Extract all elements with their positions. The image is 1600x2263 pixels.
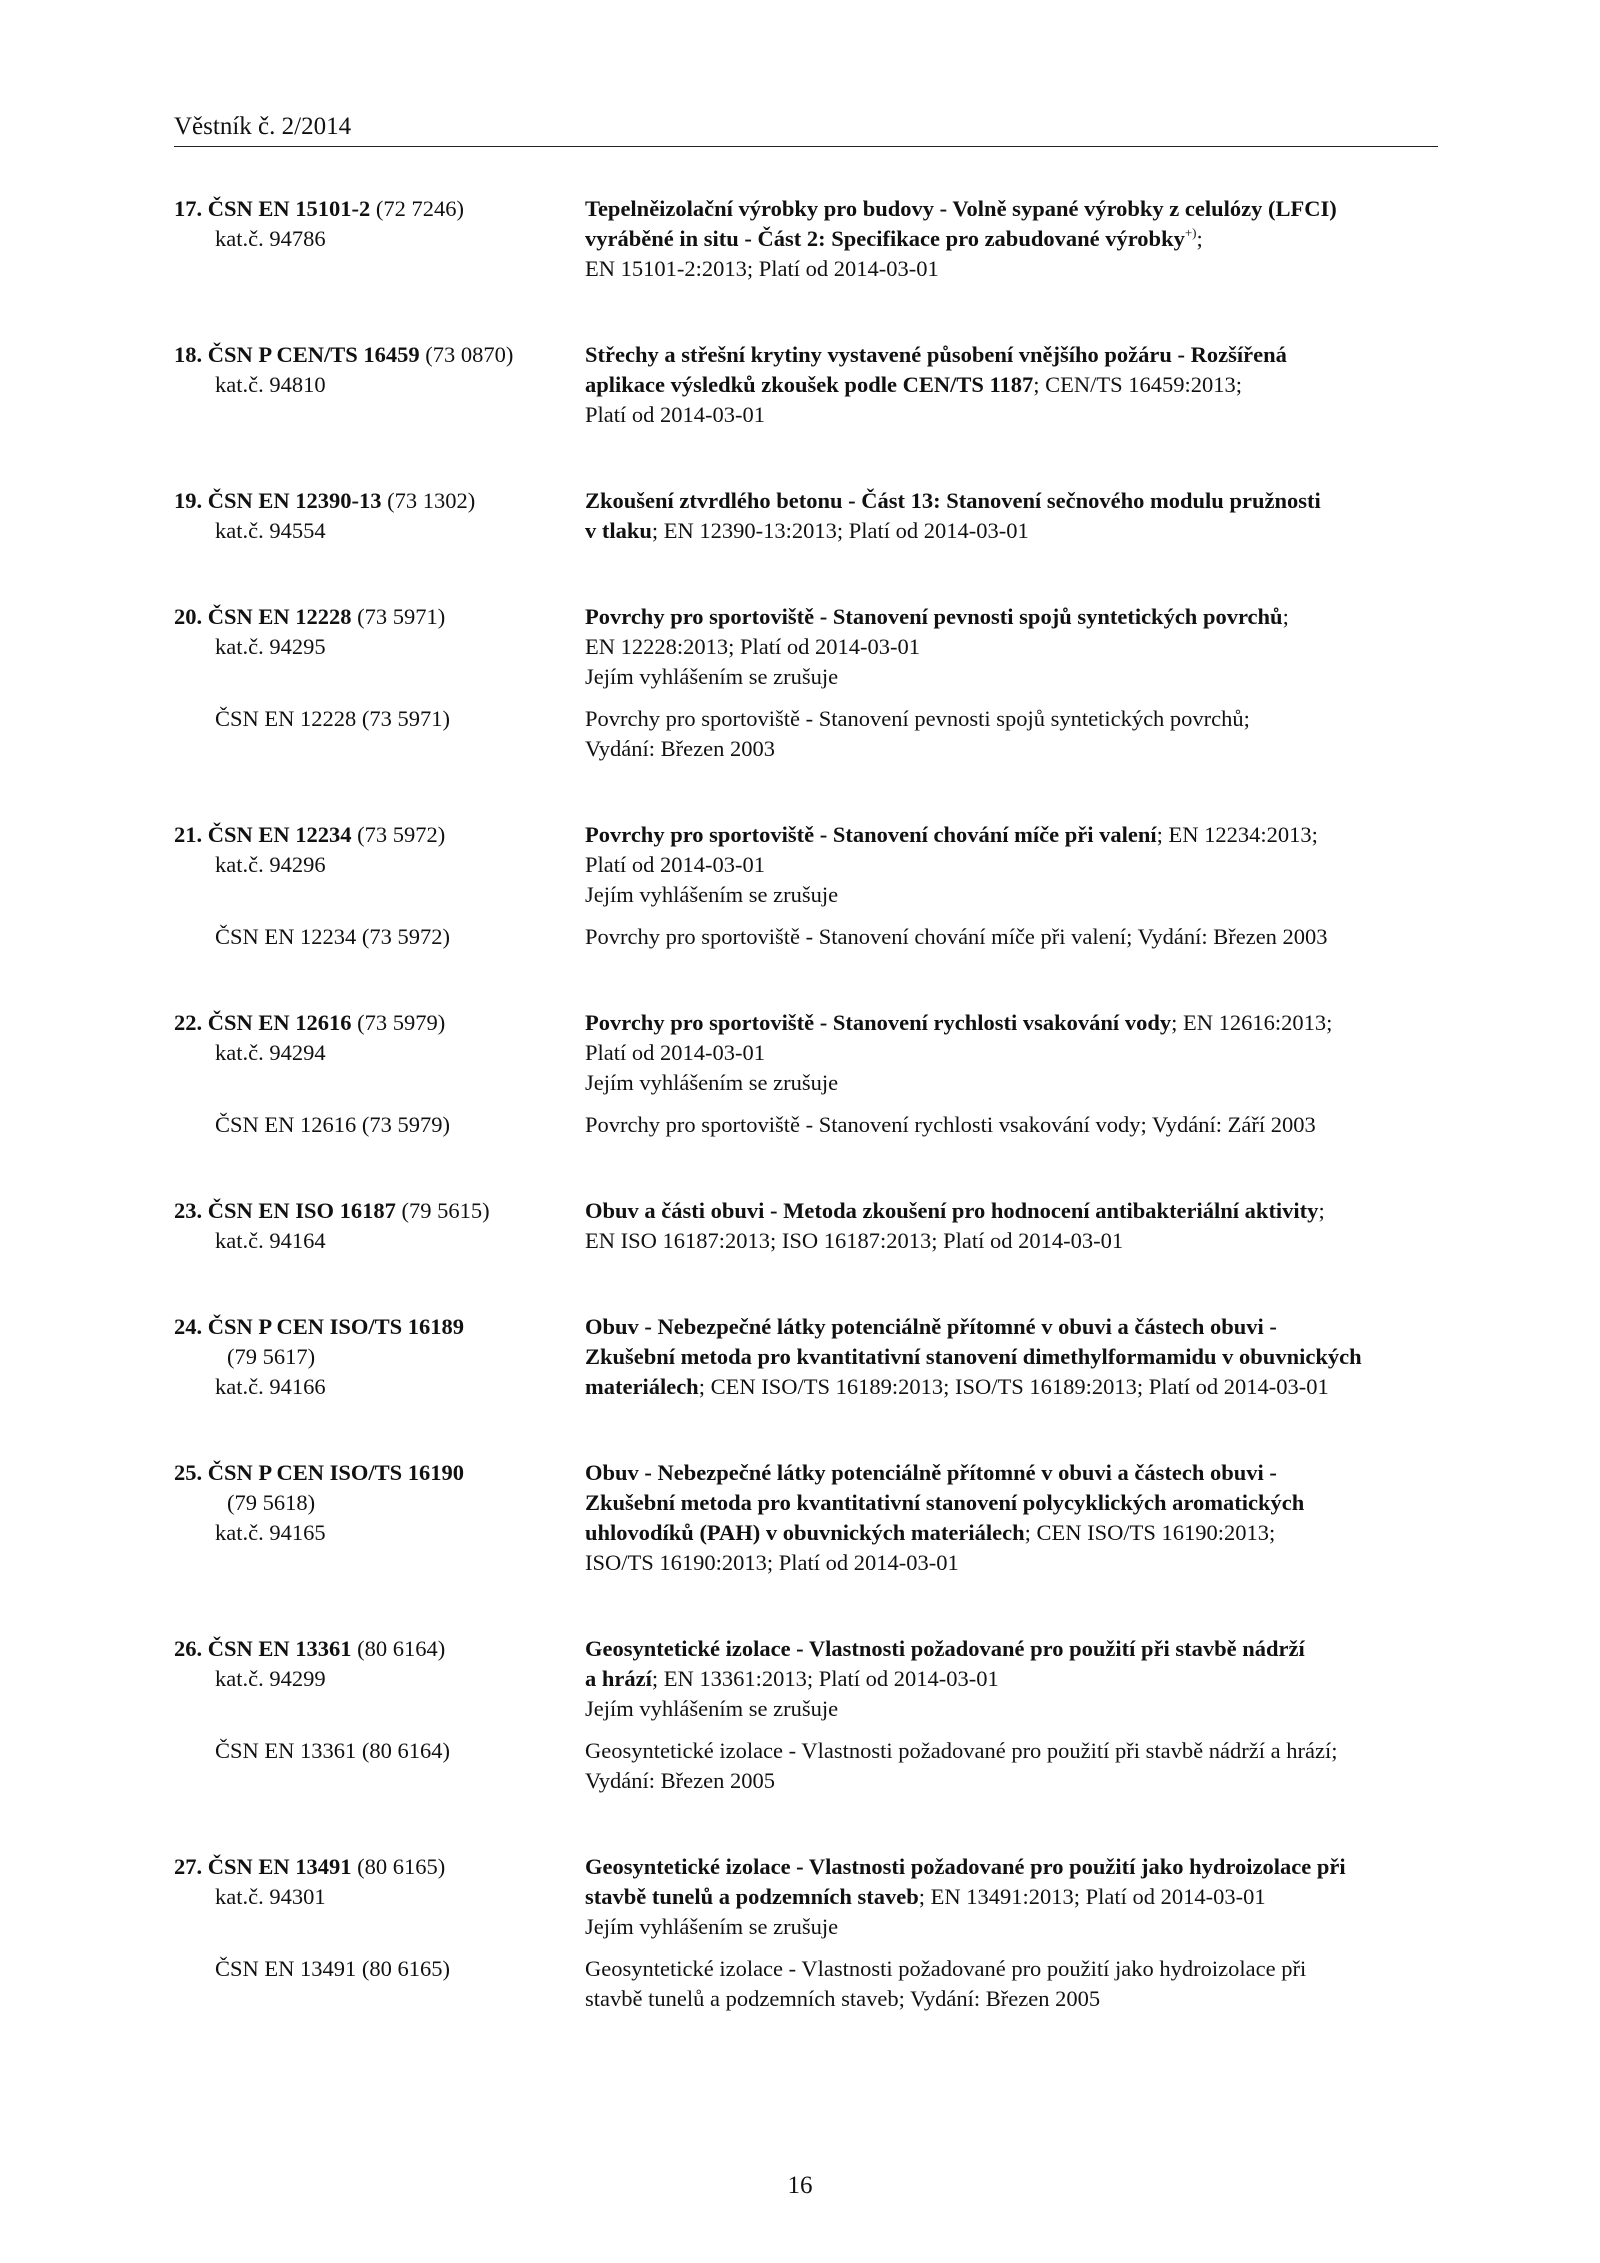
title-suffix: ; CEN ISO/TS 16190:2013; — [1024, 1520, 1276, 1545]
class-code: (73 5971) — [357, 604, 446, 629]
standard-title: uhlovodíků (PAH) v obuvnických materiálech — [585, 1520, 1025, 1545]
replaced-standard-code: ČSN EN 12234 (73 5972) — [215, 924, 450, 949]
title-suffix: ; EN 12390-13:2013; Platí od 2014-03-01 — [651, 518, 1029, 543]
standard-title: Povrchy pro sportoviště - Stanovení pevnosti spojů syntetických povrchů — [585, 604, 1283, 629]
standard-entry — [174, 340, 1444, 430]
cancellation-note: Jejím vyhlášením se zrušuje — [585, 882, 839, 907]
entry-number: 27. — [174, 1854, 203, 1879]
standards-list — [174, 194, 1444, 2070]
standard-code: ČSN EN 15101-2 — [207, 196, 371, 221]
replaced-standard-code: ČSN EN 13491 (80 6165) — [215, 1956, 450, 1981]
catalog-number: kat.č. 94164 — [215, 1228, 326, 1253]
entry-number: 22. — [174, 1010, 203, 1035]
entry-number: 21. — [174, 822, 203, 847]
cancellation-note: Jejím vyhlášením se zrušuje — [585, 664, 839, 689]
class-code: (79 5615) — [401, 1198, 490, 1223]
title-suffix: ; EN 13491:2013; Platí od 2014-03-01 — [918, 1884, 1266, 1909]
title-suffix: ; — [1282, 604, 1289, 629]
standard-title: Povrchy pro sportoviště - Stanovení chování míče při valení — [585, 822, 1157, 847]
entry-number: 17. — [174, 196, 203, 221]
header-rule — [174, 146, 1438, 147]
standard-title: Obuv - Nebezpečné látky potenciálně přítomné v obuvi a částech obuvi - — [585, 1314, 1277, 1339]
standard-title: Geosyntetické izolace - Vlastnosti požadované pro použití jako hydroizolace při — [585, 1854, 1346, 1879]
title-suffix: ; EN 12616:2013; — [1171, 1010, 1333, 1035]
reference-text: ISO/TS 16190:2013; Platí od 2014-03-01 — [585, 1550, 959, 1575]
class-code: (72 7246) — [375, 196, 465, 221]
standard-title: Obuv - Nebezpečné látky potenciálně přítomné v obuvi a částech obuvi - — [585, 1460, 1277, 1485]
replaced-standard-edition: Vydání: Březen 2005 — [585, 1768, 775, 1793]
standard-code: ČSN EN 12228 — [207, 604, 352, 629]
reference-text: EN ISO 16187:2013; ISO 16187:2013; Platí od 2014-03-01 — [585, 1228, 1124, 1253]
standard-entry — [174, 1634, 1444, 1796]
standard-code: ČSN P CEN/TS 16459 — [207, 342, 420, 367]
class-code: (80 6164) — [357, 1636, 446, 1661]
note-mark: +) — [1184, 225, 1197, 240]
catalog-number: kat.č. 94294 — [215, 1040, 326, 1065]
class-code: (79 5618) — [227, 1490, 316, 1515]
replaced-standard-code: ČSN EN 12228 (73 5971) — [215, 706, 450, 731]
standard-title: materiálech — [585, 1374, 699, 1399]
standard-code: ČSN EN 13361 — [207, 1636, 352, 1661]
standard-title: a hrází — [585, 1666, 652, 1691]
replaced-standard-code: ČSN EN 12616 (73 5979) — [215, 1112, 450, 1137]
page-header: Věstník č. 2/2014 — [174, 113, 352, 140]
reference-text: Platí od 2014-03-01 — [585, 852, 765, 877]
catalog-number: kat.č. 94810 — [215, 372, 326, 397]
replaced-standard-title: Povrchy pro sportoviště - Stanovení pevnosti spojů syntetických povrchů; — [585, 706, 1250, 731]
entry-number: 23. — [174, 1198, 203, 1223]
replaced-standard-title: Geosyntetické izolace - Vlastnosti požadované pro použití jako hydroizolace při — [585, 1956, 1307, 1981]
standard-entry — [174, 1008, 1444, 1140]
standard-code: ČSN P CEN ISO/TS 16190 — [207, 1460, 465, 1485]
title-suffix: ; — [1318, 1198, 1325, 1223]
entry-number: 26. — [174, 1636, 203, 1661]
standard-entry — [174, 820, 1444, 952]
replaced-standard-title: Geosyntetické izolace - Vlastnosti požadované pro použití při stavbě nádrží a hrází; — [585, 1738, 1338, 1763]
class-code: (73 5979) — [357, 1010, 446, 1035]
replaced-standard-title: Povrchy pro sportoviště - Stanovení rychlosti vsakování vody; Vydání: Září 2003 — [585, 1112, 1316, 1137]
title-suffix: ; EN 12234:2013; — [1156, 822, 1318, 847]
standard-code: ČSN P CEN ISO/TS 16189 — [207, 1314, 465, 1339]
page-number: 16 — [787, 2172, 813, 2199]
standard-title: Zkoušení ztvrdlého betonu - Část 13: Stanovení sečnového modulu pružnosti — [585, 488, 1321, 513]
cancellation-note: Jejím vyhlášením se zrušuje — [585, 1070, 839, 1095]
reference-text: EN 15101-2:2013; Platí od 2014-03-01 — [585, 256, 939, 281]
catalog-number: kat.č. 94166 — [215, 1374, 326, 1399]
class-code: (73 5972) — [357, 822, 446, 847]
replaced-standard-title: Povrchy pro sportoviště - Stanovení chování míče při valení; Vydání: Březen 2003 — [585, 924, 1328, 949]
standard-code: ČSN EN 12616 — [207, 1010, 352, 1035]
entry-number: 18. — [174, 342, 203, 367]
standard-entry — [174, 486, 1444, 546]
entry-number: 20. — [174, 604, 203, 629]
replaced-standard-edition: stavbě tunelů a podzemních staveb; Vydání: Březen 2005 — [585, 1986, 1101, 2011]
standard-entry — [174, 194, 1444, 284]
standard-code: ČSN EN 13491 — [207, 1854, 352, 1879]
entry-number: 24. — [174, 1314, 203, 1339]
standard-entry — [174, 1458, 1444, 1578]
replaced-standard-code: ČSN EN 13361 (80 6164) — [215, 1738, 450, 1763]
entry-number: 19. — [174, 488, 203, 513]
standard-entry — [174, 1196, 1444, 1256]
standard-title: Obuv a části obuvi - Metoda zkoušení pro hodnocení antibakteriální aktivity — [585, 1198, 1319, 1223]
reference-text: Platí od 2014-03-01 — [585, 402, 765, 427]
standard-title: Geosyntetické izolace - Vlastnosti požadované pro použití při stavbě nádrží — [585, 1636, 1305, 1661]
standard-entry — [174, 1852, 1444, 2014]
class-code: (80 6165) — [357, 1854, 446, 1879]
catalog-number: kat.č. 94554 — [215, 518, 326, 543]
title-suffix: ; CEN/TS 16459:2013; — [1033, 372, 1242, 397]
standard-title: vyráběné in situ - Část 2: Specifikace pro zabudované výrobky — [585, 226, 1185, 251]
standard-entry — [174, 602, 1444, 764]
standard-title: aplikace výsledků zkoušek podle CEN/TS 1187 — [585, 372, 1034, 397]
standard-title: stavbě tunelů a podzemních staveb — [585, 1884, 919, 1909]
replaced-standard-edition: Vydání: Březen 2003 — [585, 736, 775, 761]
standard-title: v tlaku — [585, 518, 652, 543]
standard-title: Povrchy pro sportoviště - Stanovení rychlosti vsakování vody — [585, 1010, 1172, 1035]
standard-entry — [174, 1312, 1444, 1402]
reference-text: EN 12228:2013; Platí od 2014-03-01 — [585, 634, 920, 659]
standard-code: ČSN EN 12234 — [207, 822, 352, 847]
catalog-number: kat.č. 94786 — [215, 226, 326, 251]
title-suffix: ; EN 13361:2013; Platí od 2014-03-01 — [651, 1666, 999, 1691]
standard-code: ČSN EN 12390-13 — [207, 488, 382, 513]
title-suffix: ; CEN ISO/TS 16189:2013; ISO/TS 16189:2013; Platí od 2014-03-01 — [698, 1374, 1329, 1399]
title-suffix: ; — [1196, 226, 1203, 251]
standard-title: Střechy a střešní krytiny vystavené působení vnějšího požáru - Rozšířená — [585, 342, 1287, 367]
standard-title: Zkušební metoda pro kvantitativní stanovení polycyklických aromatických — [585, 1490, 1305, 1515]
class-code: (73 1302) — [387, 488, 476, 513]
standard-title: Tepelněizolační výrobky pro budovy - Volně sypané výrobky z celulózy (LFCI) — [585, 196, 1337, 221]
entry-number: 25. — [174, 1460, 203, 1485]
cancellation-note: Jejím vyhlášením se zrušuje — [585, 1914, 839, 1939]
class-code: (79 5617) — [227, 1344, 316, 1369]
standard-code: ČSN EN ISO 16187 — [207, 1198, 396, 1223]
catalog-number: kat.č. 94165 — [215, 1520, 326, 1545]
catalog-number: kat.č. 94296 — [215, 852, 326, 877]
catalog-number: kat.č. 94295 — [215, 634, 326, 659]
class-code: (73 0870) — [425, 342, 514, 367]
reference-text: Platí od 2014-03-01 — [585, 1040, 765, 1065]
catalog-number: kat.č. 94301 — [215, 1884, 326, 1909]
catalog-number: kat.č. 94299 — [215, 1666, 326, 1691]
standard-title: Zkušební metoda pro kvantitativní stanovení dimethylformamidu v obuvnických — [585, 1344, 1362, 1369]
cancellation-note: Jejím vyhlášením se zrušuje — [585, 1696, 839, 1721]
